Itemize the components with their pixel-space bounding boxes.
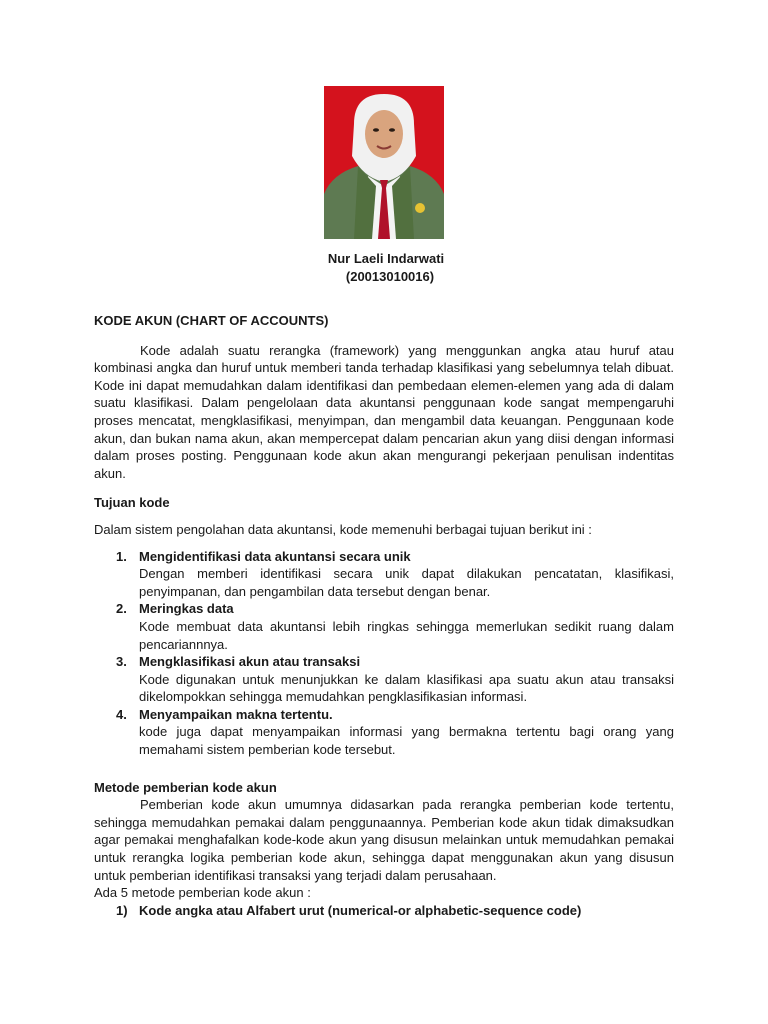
list-item-number: 4. — [116, 706, 127, 722]
author-name: Nur Laeli Indarwati — [327, 251, 445, 266]
author-nim: (20013010016) — [345, 269, 435, 284]
list-item-description: Kode membuat data akuntansi lebih ringkas sehingga memerlukan sedikit ruang dalam pencariannnya. — [139, 618, 674, 652]
method-item — [94, 902, 674, 920]
method-item-number: 1) — [116, 902, 128, 918]
list-item-description: Kode digunakan untuk menunjukkan ke dalam klasifikasi apa suatu akun atau transaksi dikelompokkan sehingga memudahkan pengklasifikasian informasi. — [139, 671, 674, 705]
list-item-title: Mengklasifikasi akun atau transaksi — [139, 654, 361, 670]
author-photo — [324, 86, 444, 239]
list-item-title: Meringkas data — [139, 601, 234, 617]
paragraph-metode: Pemberian kode akun umumnya didasarkan pada rerangka pemberian kode tertentu, sehingga memudahkan pemakai dalam penggunaannya. Pemberian kode akun tidak dimaksudkan agar pemakai menghafalkan kode-kode akun yang disusun melainkan untuk memudahkan pemakai untuk rerangka logika pemberian kode akun, sehingga dapat menggunakan akun yang disusun untuk pemberian identifikasi transaksi yang terjadi dalam perusahaan. — [94, 797, 674, 883]
list-item — [94, 653, 674, 706]
list-item-number: 1. — [116, 548, 127, 564]
document-body — [94, 312, 674, 919]
list-item — [94, 548, 674, 601]
list-item-number: 3. — [116, 654, 127, 670]
list-item-title: Mengidentifikasi data akuntansi secara unik — [139, 548, 411, 564]
method-item-title: Kode angka atau Alfabert urut (numerical-or alphabetic-sequence code) — [139, 902, 582, 918]
paragraph-tujuan-intro: Dalam sistem pengolahan data akuntansi, kode memenuhi berbagai tujuan berikut ini : — [94, 521, 592, 537]
portrait-image — [324, 86, 444, 239]
paragraph-kode-akun: Kode adalah suatu rerangka (framework) yang menggunkan angka atau huruf atau kombinasi angka dan huruf untuk memberi tanda terhadap klasifikasi yang sebelumnya telah dibuat. Kode ini dapat memudahkan dalam identifikasi dan pembedaan elemen-elemen yang ada di dalam suatu klasifikasi. Dalam pengelolaan data akuntansi penggunaan kode sangat mempengaruhi proses mencatat, mengklasifikasi, menyimpan, dan mengambil data keuangan. Penggunaan kode akun, dan bukan nama akun, akan mempercepat dalam pencarian akun yang diisi dengan informasi dalam proses posting. Penggunaan kode akun akan mengurangi pekerjaan penulisan indentitas akun. — [94, 342, 674, 481]
list-item-description: kode juga dapat menyampaikan informasi yang bermakna tertentu bagi orang yang memahami sistem pemberian kode tersebut. — [139, 724, 674, 758]
section-heading-kode-akun: KODE AKUN (CHART OF ACCOUNTS) — [94, 313, 329, 328]
goals-list — [94, 548, 674, 759]
list-item-description: Dengan memberi identifikasi secara unik dapat dilakukan pencatatan, klasifikasi, penyimpanan, dan pengambilan data tersebut dengan benar. — [139, 566, 674, 599]
section-heading-metode: Metode pemberian kode akun — [94, 779, 277, 795]
list-item-title: Menyampaikan makna tertentu. — [139, 706, 333, 722]
list-item — [94, 706, 674, 759]
list-item — [94, 600, 674, 653]
section-heading-tujuan-kode: Tujuan kode — [94, 495, 170, 511]
list-item-number: 2. — [116, 601, 127, 617]
paragraph-metode-count: Ada 5 metode pemberian kode akun : — [94, 885, 311, 901]
